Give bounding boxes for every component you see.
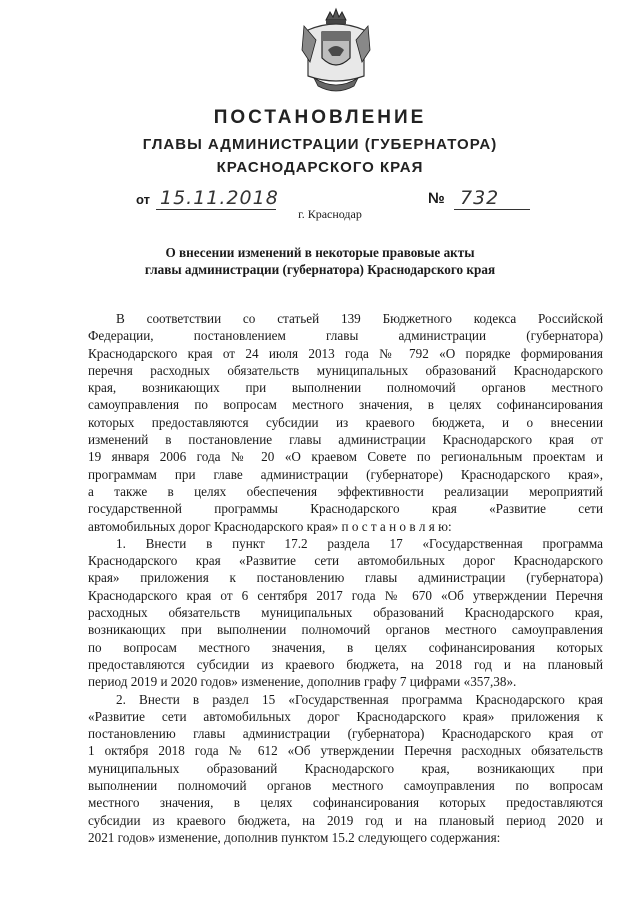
body-line: выполнении полномочий органов местного самоуправления по вопросам	[88, 778, 603, 794]
body-line: местного значения, в целях софинансирования которых предоставляются	[88, 795, 603, 811]
body-line: изменений в постановление главы администрации Краснодарского края от	[88, 432, 603, 448]
document-body	[88, 310, 603, 846]
body-line: возникающих при выполнении полномочий органов местного самоуправления	[88, 622, 603, 638]
number-value: 732	[460, 187, 500, 209]
body-line: самоуправления по вопросам местного значения, в целях софинансирования	[88, 397, 603, 413]
body-line: государственной программы Краснодарского края «Развитие сети	[88, 501, 603, 517]
body-line: края» приложения к постановлению главы администрации (губернатора)	[88, 570, 603, 586]
body-line: муниципальных образований Краснодарского края, возникающих при	[88, 760, 603, 776]
authority-line-1: ГЛАВЫ АДМИНИСТРАЦИИ (ГУБЕРНАТОРА)	[142, 136, 498, 153]
body-line: а также в целях обеспечения эффективности реализации мероприятий	[88, 483, 603, 499]
body-line: Краснодарского края от 24 июля 2013 года № 792 «О порядке формирования	[88, 345, 603, 361]
document-title	[100, 244, 540, 278]
body-line: программам при главе администрации (губернаторе) Краснодарского края»,	[88, 466, 603, 482]
body-line: 1. Внести в пункт 17.2 раздела 17 «Государственная программа	[116, 535, 603, 551]
authority-line-2: КРАСНОДАРСКОГО КРАЯ	[216, 159, 424, 176]
date-value: 15.11.2018	[160, 187, 279, 209]
coat-of-arms-icon	[300, 6, 372, 92]
body-line: 19 января 2006 года № 20 «О краевом Совете по региональным проектам и	[88, 449, 603, 465]
body-line: Краснодарского края от 6 сентября 2017 года № 670 «Об утверждении Перечня	[88, 587, 603, 603]
body-line: Краснодарского края «Развитие сети автомобильных дорог Краснодарского	[88, 553, 603, 569]
number-label: №	[428, 190, 445, 207]
body-line: предоставляются субсидии из краевого бюджета, на 2018 год и на плановый	[88, 656, 603, 672]
body-line: края, возникающих при выполнении полномочий органов местного	[88, 380, 603, 396]
body-line: расходных обязательств муниципальных образований Краснодарского края,	[88, 605, 603, 621]
body-line: автомобильных дорог Краснодарского края» п о с т а н о в л я ю:	[88, 518, 452, 534]
body-line: которых предоставляются субсидии из краевого бюджета, и о внесении	[88, 414, 603, 430]
city: г. Краснодар	[298, 207, 362, 221]
body-line: перечня расходных обязательств муниципальных образований Краснодарского	[88, 362, 603, 378]
body-line: 2. Внести в раздел 15 «Государственная программа Краснодарского края	[116, 691, 603, 707]
body-line: В соответствии со статьей 139 Бюджетного кодекса Российской	[116, 311, 603, 326]
body-line: субсидии из краевого бюджета, на 2019 год и на плановый период 2020 и	[88, 812, 603, 828]
body-line: постановлению главы администрации (губернатора) Краснодарского края от	[88, 726, 603, 742]
body-line: «Развитие сети автомобильных дорог Краснодарского края» приложения к	[88, 708, 603, 724]
body-line: Федерации, постановлением главы администрации (губернатора)	[88, 328, 603, 344]
date-label: от	[136, 192, 150, 207]
body-line: 1 октября 2018 года № 612 «Об утверждении Перечня расходных обязательств	[88, 743, 603, 759]
body-line: по вопросам местного значения, в целях софинансирования которых	[88, 639, 603, 655]
document-type: ПОСТАНОВЛЕНИЕ	[213, 107, 427, 128]
title-line: О внесении изменений в некоторые правовые акты	[165, 245, 475, 260]
body-line: 2021 годов» изменение, дополнив пунктом 15.2 следующего содержания:	[88, 829, 501, 845]
title-line: главы администрации (губернатора) Краснодарского края	[144, 262, 496, 277]
body-line: период 2019 и 2020 годов» изменение, дополнив графу 7 цифрами «357,38».	[88, 674, 517, 690]
